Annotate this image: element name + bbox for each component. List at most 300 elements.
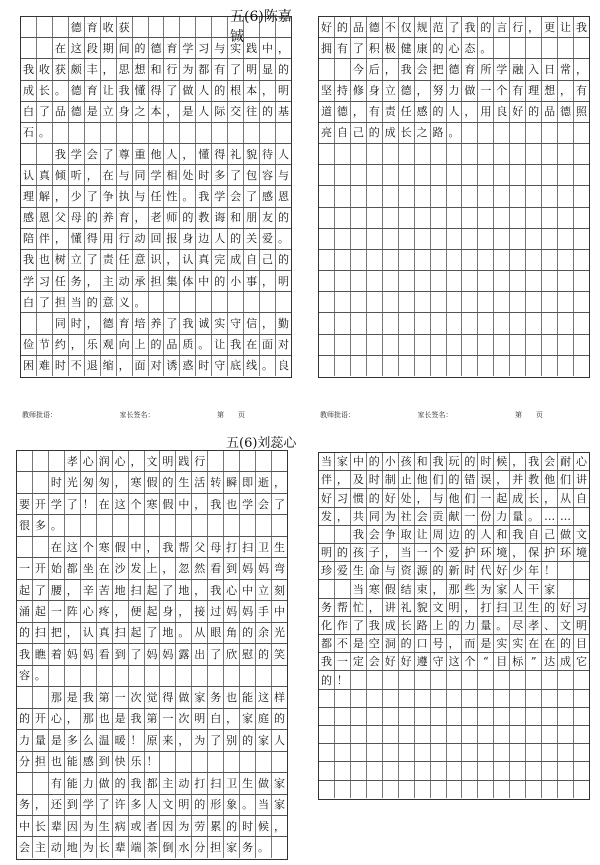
- grid-cell: [319, 208, 335, 228]
- grid-cell: 了: [244, 186, 260, 206]
- grid-cell: 长: [399, 617, 415, 634]
- grid-cell: 了: [351, 617, 367, 634]
- grid-cell: 象: [224, 795, 240, 815]
- grid-cell: [462, 781, 478, 798]
- grid-cell: 是: [180, 102, 196, 122]
- grid-cell: 想: [133, 59, 149, 79]
- grid-cell: 辈: [113, 837, 129, 857]
- grid-cell: 他: [149, 144, 165, 164]
- grid-cell: 良: [277, 359, 289, 373]
- grid-row: [17, 644, 287, 665]
- grid-cell: 时: [462, 562, 478, 579]
- grid-cell: [431, 271, 447, 291]
- grid-cell: 中: [240, 580, 256, 600]
- grid-cell: [85, 123, 101, 143]
- grid-cell: 多: [212, 165, 228, 185]
- grid-cell: 来: [160, 730, 176, 750]
- grid-cell: [415, 744, 431, 761]
- grid-cell: 习: [37, 271, 53, 291]
- grid-cell: [462, 165, 478, 185]
- grid-cell: 的: [277, 62, 289, 76]
- grid-cell: [478, 726, 494, 743]
- grid-cell: [244, 292, 260, 312]
- grid-cell: [574, 781, 589, 798]
- grid-cell: [510, 335, 526, 355]
- grid-cell: [37, 144, 53, 164]
- grid-cell: 时: [240, 816, 256, 836]
- grid-cell: 温: [97, 730, 113, 750]
- grid-cell: [208, 451, 224, 471]
- grid-cell: 周: [431, 526, 447, 543]
- grid-cell: 的: [462, 453, 478, 470]
- grid-cell: [319, 144, 335, 164]
- grid-cell: [399, 165, 415, 185]
- grid-cell: 常: [558, 59, 574, 79]
- grid-cell: 范: [431, 17, 447, 37]
- grid-cell: 学: [49, 494, 65, 514]
- grid-cell: 都: [65, 558, 81, 578]
- grid-cell: [319, 690, 335, 707]
- grid-cell: 在: [97, 558, 113, 578]
- grid-cell: 许: [113, 795, 129, 815]
- grid-cell: 用: [101, 229, 117, 249]
- grid-row: [319, 186, 589, 207]
- grid-cell: 育: [164, 38, 180, 58]
- grid-cell: [415, 292, 431, 312]
- grid-cell: ，: [335, 508, 351, 525]
- grid-row: [319, 335, 589, 356]
- grid-cell: ！: [335, 671, 351, 688]
- grid-cell: 一: [415, 544, 431, 561]
- grid-cell: 明: [277, 84, 289, 98]
- grid-cell: 行: [192, 451, 208, 471]
- grid-cell: 边: [447, 526, 463, 543]
- grid-cell: 有: [335, 38, 351, 58]
- grid-cell: [399, 313, 415, 333]
- grid-cell: 学: [212, 186, 228, 206]
- grid-cell: 卫: [256, 537, 272, 557]
- grid-cell: 承: [133, 271, 149, 291]
- grid-cell: 端: [129, 837, 145, 857]
- grid-cell: [574, 144, 589, 164]
- grid-cell: 的: [212, 81, 228, 101]
- grid-cell: 了: [85, 186, 101, 206]
- grid-cell: 执: [117, 186, 133, 206]
- grid-cell: 在: [244, 335, 260, 355]
- grid-cell: 相: [164, 165, 180, 185]
- grid-cell: 。: [33, 666, 49, 686]
- grid-cell: 沙: [113, 558, 129, 578]
- grid-cell: 长: [399, 123, 415, 143]
- grid-cell: 家: [192, 687, 208, 707]
- grid-cell: 难: [37, 356, 53, 376]
- grid-cell: 孝: [65, 451, 81, 471]
- grid-cell: [53, 123, 69, 143]
- grid-cell: 们: [462, 489, 478, 506]
- grid-cell: 扫: [129, 580, 145, 600]
- grid-cell: 关: [244, 229, 260, 249]
- grid-cell: 时: [49, 472, 65, 492]
- grid-cell: 少: [69, 186, 85, 206]
- grid-cell: 德: [149, 38, 165, 58]
- grid-cell: 扫: [494, 599, 510, 616]
- grid-cell: 开: [33, 494, 49, 514]
- grid-cell: 会: [17, 837, 33, 857]
- grid-cell: 形: [208, 795, 224, 815]
- grid-cell: 制: [383, 471, 399, 488]
- grid-cell: [260, 292, 276, 312]
- grid-cell: [447, 708, 463, 725]
- grid-cell: 当: [319, 453, 335, 470]
- grid-cell: “: [478, 653, 494, 670]
- grid-cell: [558, 690, 574, 707]
- grid-cell: [542, 38, 558, 58]
- grid-cell: ，: [53, 186, 69, 206]
- grid-cell: 同: [53, 313, 69, 333]
- grid-cell: [49, 451, 65, 471]
- grid-cell: 定: [351, 653, 367, 670]
- grid-cell: 感: [415, 102, 431, 122]
- grid-cell: ，: [224, 709, 240, 729]
- grid-cell: [256, 752, 272, 772]
- grid-cell: 身: [117, 102, 133, 122]
- grid-cell: 水: [176, 837, 192, 857]
- grid-cell: 我: [319, 653, 335, 670]
- grid-cell: 德: [367, 17, 383, 37]
- grid-sheet-1: [20, 16, 292, 378]
- grid-cell: 报: [164, 229, 180, 249]
- grid-cell: 都: [319, 635, 335, 652]
- grid-cell: 与: [431, 489, 447, 506]
- grid-cell: 礼: [228, 144, 244, 164]
- grid-cell: [383, 690, 399, 707]
- grid-cell: [196, 292, 212, 312]
- grid-cell: 好: [494, 562, 510, 579]
- grid-cell: [367, 186, 383, 206]
- grid-row: [319, 471, 589, 489]
- grid-cell: [478, 186, 494, 206]
- grid-cell: 获: [53, 59, 69, 79]
- grid-cell: 苦: [97, 580, 113, 600]
- grid-cell: 德: [69, 17, 85, 37]
- grid-cell: 成: [383, 123, 399, 143]
- grid-cell: 候: [494, 453, 510, 470]
- grid-cell: 亮: [319, 123, 335, 143]
- grid-cell: 我: [117, 81, 133, 101]
- grid-cell: 也: [224, 494, 240, 514]
- grid-cell: [574, 508, 589, 525]
- grid-row: [319, 229, 589, 250]
- grid-cell: [383, 271, 399, 291]
- grid-cell: [558, 708, 574, 725]
- grid-cell: …: [542, 508, 558, 525]
- grid-row: [21, 335, 291, 356]
- grid-cell: [319, 708, 335, 725]
- grid-cell: 务: [208, 687, 224, 707]
- grid-cell: [462, 250, 478, 270]
- grid-cell: [399, 671, 415, 688]
- grid-cell: 退: [85, 356, 101, 376]
- grid-cell: 恩: [277, 189, 289, 203]
- grid-cell: 力: [494, 508, 510, 525]
- grid-cell: 了: [208, 730, 224, 750]
- grid-cell: 为: [81, 837, 97, 857]
- grid-cell: [367, 229, 383, 249]
- grid-cell: 朋: [244, 208, 260, 228]
- grid-cell: 一: [160, 709, 176, 729]
- grid-cell: [462, 335, 478, 355]
- grid-cell: 原: [145, 730, 161, 750]
- grid-cell: [383, 208, 399, 228]
- grid-cell: 老: [149, 208, 165, 228]
- grid-cell: 做: [256, 773, 272, 793]
- grid-cell: [510, 744, 526, 761]
- grid-cell: 理: [21, 186, 37, 206]
- grid-cell: 。: [180, 186, 196, 206]
- grid-cell: 认: [81, 623, 97, 643]
- grid-cell: 守: [431, 653, 447, 670]
- grid-cell: [558, 562, 574, 579]
- grid-cell: [558, 292, 574, 312]
- grid-cell: 担: [208, 837, 224, 857]
- grid-cell: [558, 271, 574, 291]
- grid-cell: ，: [69, 335, 85, 355]
- grid-cell: 寒: [367, 580, 383, 597]
- grid-cell: 作: [335, 617, 351, 634]
- grid-cell: [33, 537, 49, 557]
- grid-cell: 自: [335, 123, 351, 143]
- grid-cell: 心: [81, 451, 97, 471]
- grid-cell: 习: [335, 489, 351, 506]
- grid-cell: 养: [101, 208, 117, 228]
- grid-cell: [335, 580, 351, 597]
- grid-cell: 便: [129, 601, 145, 621]
- grid-cell: 个: [129, 494, 145, 514]
- grid-cell: [319, 292, 335, 312]
- grid-cell: 感: [81, 752, 97, 772]
- grid-cell: [431, 356, 447, 376]
- grid-cell: [574, 38, 589, 58]
- grid-cell: 德: [399, 81, 415, 101]
- grid-cell: 在: [49, 537, 65, 557]
- grid-cell: [447, 335, 463, 355]
- grid-cell: 都: [145, 773, 161, 793]
- grid-cell: [17, 472, 33, 492]
- grid-cell: 干: [526, 580, 542, 597]
- grid-cell: 止: [399, 471, 415, 488]
- grid-cell: 线: [244, 356, 260, 376]
- grid-cell: 感: [260, 186, 276, 206]
- grid-cell: [208, 666, 224, 686]
- grid-cell: ，: [526, 17, 542, 37]
- grid-cell: 共: [351, 508, 367, 525]
- grid-cell: 德: [69, 81, 85, 101]
- grid-cell: 践: [244, 38, 260, 58]
- grid-cell: 了: [129, 644, 145, 664]
- grid-cell: 身: [367, 81, 383, 101]
- grid-cell: 扫: [33, 623, 49, 643]
- grid-cell: 日: [542, 59, 558, 79]
- grid-cell: 很: [17, 515, 33, 535]
- grid-cell: [335, 726, 351, 743]
- grid-cell: 师: [164, 208, 180, 228]
- grid-cell: 笑: [273, 647, 285, 661]
- grid-cell: 己: [351, 123, 367, 143]
- grid-cell: 好: [383, 653, 399, 670]
- grid-cell: 欣: [224, 644, 240, 664]
- grid-cell: [351, 250, 367, 270]
- grid-cell: [319, 59, 335, 79]
- grid-cell: 取: [399, 526, 415, 543]
- grid-cell: [319, 313, 335, 333]
- grid-cell: 实: [494, 635, 510, 652]
- grid-cell: 目: [494, 653, 510, 670]
- grid-cell: [494, 708, 510, 725]
- grid-cell: 品: [164, 335, 180, 355]
- grid-cell: 忽: [176, 558, 192, 578]
- grid-cell: [431, 165, 447, 185]
- grid-cell: 孩: [351, 544, 367, 561]
- grid-cell: [542, 762, 558, 779]
- grid-cell: 辛: [81, 580, 97, 600]
- grid-cell: 责: [383, 102, 399, 122]
- grid-cell: 缩: [101, 356, 117, 376]
- grid-cell: 妈: [256, 558, 272, 578]
- grid-cell: 的: [319, 671, 335, 688]
- grid-cell: [526, 186, 542, 206]
- grid-cell: 任: [117, 250, 133, 270]
- grid-cell: 孩: [399, 453, 415, 470]
- grid-cell: [319, 335, 335, 355]
- grid-cell: 的: [228, 229, 244, 249]
- grid-row: [319, 562, 589, 580]
- grid-cell: 化: [319, 617, 335, 634]
- grid-cell: [574, 744, 589, 761]
- grid-cell: 我: [208, 580, 224, 600]
- grid-cell: ，: [101, 59, 117, 79]
- grid-cell: 的: [431, 102, 447, 122]
- grid-cell: [367, 250, 383, 270]
- grid-cell: 与: [212, 38, 228, 58]
- grid-cell: 因: [160, 816, 176, 836]
- grid-cell: 的: [277, 253, 289, 267]
- grid-cell: 新: [447, 562, 463, 579]
- grid-cell: 看: [208, 558, 224, 578]
- grid-cell: 有: [510, 81, 526, 101]
- grid-row: [319, 17, 589, 38]
- grid-cell: 的: [240, 623, 256, 643]
- grid-cell: 之: [133, 102, 149, 122]
- grid-cell: [319, 165, 335, 185]
- grid-cell: 乐: [129, 752, 145, 772]
- grid-cell: 第: [97, 687, 113, 707]
- grid-cell: [542, 165, 558, 185]
- grid-cell: [478, 250, 494, 270]
- grid-cell: [97, 515, 113, 535]
- grid-cell: 润: [97, 451, 113, 471]
- grid-cell: 友: [260, 208, 276, 228]
- grid-cell: 的: [85, 292, 101, 312]
- grid-cell: 的: [17, 709, 33, 729]
- grid-cell: 了: [85, 250, 101, 270]
- grid-cell: [526, 38, 542, 58]
- grid-cell: [367, 335, 383, 355]
- grid-cell: [447, 144, 463, 164]
- grid-cell: [462, 229, 478, 249]
- grid-cell: [447, 186, 463, 206]
- grid-cell: 长: [526, 489, 542, 506]
- grid-cell: [101, 123, 117, 143]
- grid-cell: 标: [510, 653, 526, 670]
- grid-cell: 着: [49, 644, 65, 664]
- grid-cell: [526, 335, 542, 355]
- grid-cell: [383, 292, 399, 312]
- grid-cell: [212, 17, 228, 37]
- grid-cell: [351, 292, 367, 312]
- grid-cell: 品: [53, 102, 69, 122]
- grid-cell: ，: [462, 102, 478, 122]
- grid-row: [21, 313, 291, 334]
- grid-cell: [462, 671, 478, 688]
- grid-cell: ，: [351, 102, 367, 122]
- grid-cell: [335, 313, 351, 333]
- grid-cell: [149, 292, 165, 312]
- grid-cell: 一: [113, 687, 129, 707]
- grid-cell: [574, 580, 589, 597]
- grid-cell: [383, 356, 399, 376]
- grid-cell: [160, 666, 176, 686]
- grid-cell: [574, 208, 589, 228]
- grid-row: [319, 635, 589, 653]
- grid-cell: 它: [575, 655, 587, 669]
- grid-cell: [367, 690, 383, 707]
- grid-cell: [33, 472, 49, 492]
- grid-cell: 中: [260, 38, 276, 58]
- grid-cell: [383, 762, 399, 779]
- grid-row: [319, 356, 589, 376]
- grid-cell: 然: [192, 558, 208, 578]
- grid-cell: 人: [447, 102, 463, 122]
- grid-cell: 少: [510, 562, 526, 579]
- grid-cell: [478, 671, 494, 688]
- grid-cell: [526, 144, 542, 164]
- grid-cell: [367, 292, 383, 312]
- grid-cell: [462, 762, 478, 779]
- grid-cell: 习: [196, 38, 212, 58]
- grid-cell: ，: [85, 271, 101, 291]
- grid-cell: ，: [113, 601, 129, 621]
- grid-cell: 成: [510, 489, 526, 506]
- grid-cell: 生: [240, 773, 256, 793]
- grid-cell: 的: [113, 773, 129, 793]
- grid-row: [319, 599, 589, 617]
- grid-cell: 是: [478, 635, 494, 652]
- grid-cell: 孝: [526, 617, 542, 634]
- grid-cell: 明: [192, 709, 208, 729]
- grid-cell: [447, 313, 463, 333]
- grid-cell: 白: [208, 709, 224, 729]
- grid-cell: 时: [478, 453, 494, 470]
- grid-cell: ，: [176, 730, 192, 750]
- grid-cell: [133, 123, 149, 143]
- grid-cell: [117, 123, 133, 143]
- grid-cell: [558, 123, 574, 143]
- grid-cell: 路: [415, 617, 431, 634]
- grid-cell: [351, 186, 367, 206]
- grid-cell: [510, 123, 526, 143]
- grid-cell: [431, 726, 447, 743]
- grid-cell: 了: [228, 165, 244, 185]
